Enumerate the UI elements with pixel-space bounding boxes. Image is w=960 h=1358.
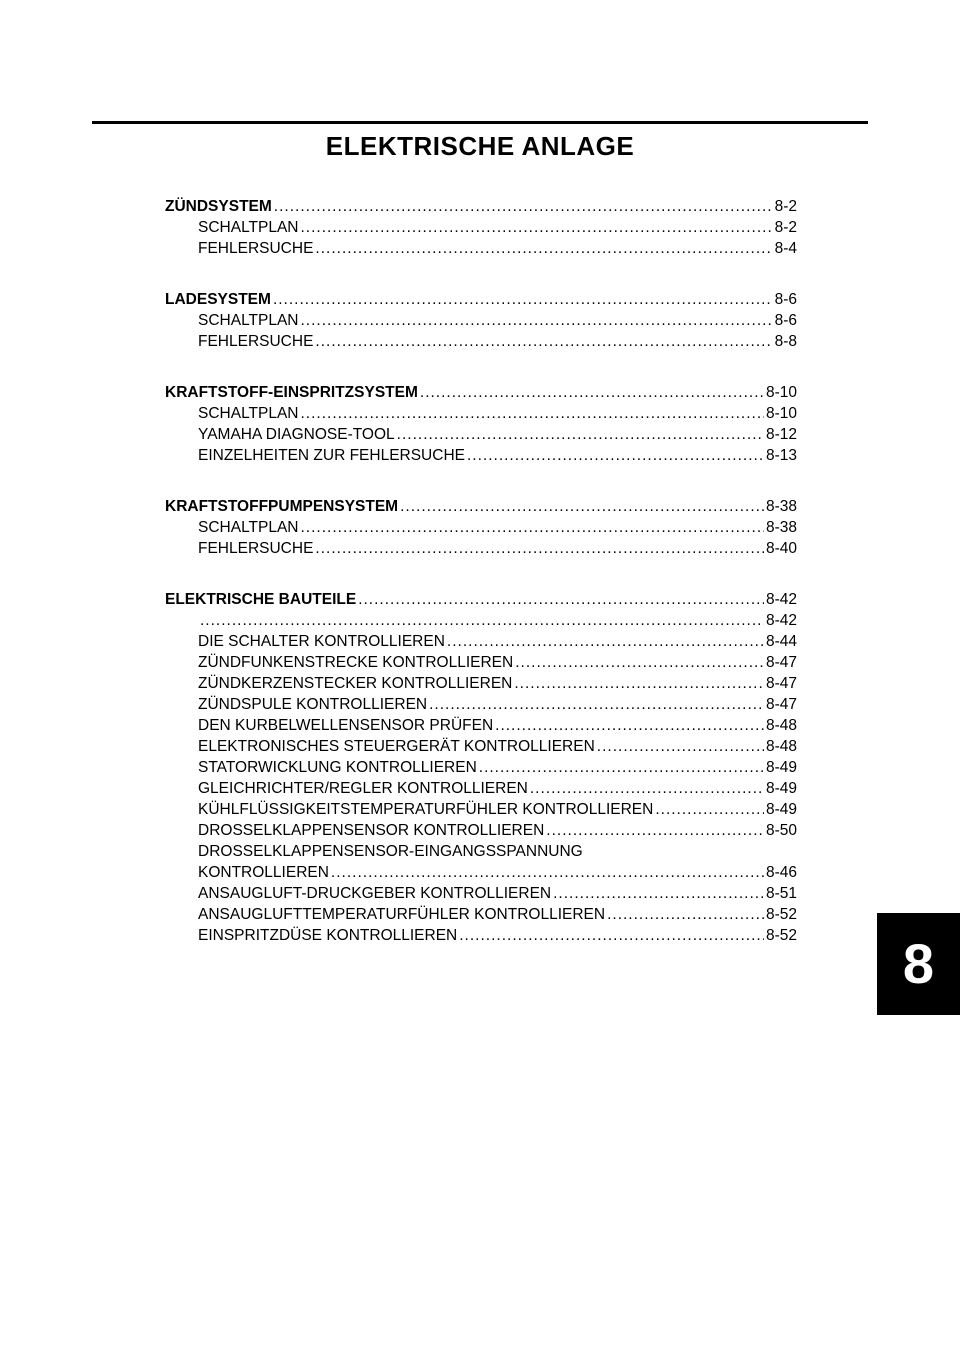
toc-entry-label: ZÜNDSYSTEM	[165, 198, 272, 215]
dot-leader	[301, 403, 764, 424]
toc-entry-label: KRAFTSTOFFPUMPENSYSTEM	[165, 498, 399, 515]
dot-leader	[315, 238, 772, 259]
toc-entry-page: 8-6	[774, 312, 797, 329]
toc-entry-label: SCHALTPLAN	[198, 312, 299, 329]
toc-entry-page: 8-10	[765, 405, 797, 422]
toc-entry-page: 8-48	[765, 738, 797, 755]
toc-section-heading[interactable]	[165, 496, 797, 517]
dot-leader	[479, 757, 764, 778]
toc-entry-page: 8-10	[765, 384, 797, 401]
toc-entry-label: LADESYSTEM	[165, 291, 271, 308]
toc-entry[interactable]	[165, 217, 797, 238]
dot-leader	[514, 673, 764, 694]
toc-entry-page: 8-8	[774, 333, 797, 350]
toc-entry-page: 8-40	[765, 540, 797, 557]
toc-entry[interactable]	[165, 736, 797, 757]
dot-leader	[515, 652, 764, 673]
toc-entry[interactable]	[165, 652, 797, 673]
toc-entry-label: EINZELHEITEN ZUR FEHLERSUCHE	[198, 447, 465, 464]
toc-entry-label: ZÜNDFUNKENSTRECKE KONTROLLIEREN	[198, 654, 514, 671]
chapter-tab: 8	[877, 913, 960, 1015]
dot-leader	[315, 331, 772, 352]
dot-leader	[331, 862, 764, 883]
toc-section-heading[interactable]	[165, 289, 797, 310]
dot-leader	[273, 289, 773, 310]
toc-entry-label: GLEICHRICHTER/REGLER KONTROLLIEREN	[198, 780, 528, 797]
toc-entry[interactable]	[165, 238, 797, 259]
toc-entry[interactable]	[165, 904, 797, 925]
dot-leader	[546, 820, 764, 841]
dot-leader	[607, 904, 764, 925]
toc-entry[interactable]	[165, 424, 797, 445]
toc-entry-label: SCHALTPLAN	[198, 219, 299, 236]
table-of-contents	[165, 196, 797, 976]
toc-entry[interactable]	[165, 841, 797, 862]
toc-entry[interactable]	[165, 310, 797, 331]
toc-entry-label: YAMAHA DIAGNOSE-TOOL	[198, 426, 395, 443]
toc-entry-page: 8-42	[765, 612, 797, 629]
toc-entry[interactable]	[165, 778, 797, 799]
toc-entry-page: 8-6	[774, 291, 797, 308]
toc-entry[interactable]	[165, 862, 797, 883]
dot-leader	[459, 925, 764, 946]
toc-section	[165, 382, 797, 466]
toc-entry-label: ELEKTRONISCHES STEUERGERÄT KONTROLLIEREN	[198, 738, 595, 755]
toc-entry[interactable]	[165, 757, 797, 778]
toc-entry-label: ZÜNDSPULE KONTROLLIEREN	[198, 696, 428, 713]
toc-entry-page: 8-13	[765, 447, 797, 464]
toc-entry[interactable]	[165, 715, 797, 736]
toc-entry-page: 8-52	[765, 927, 797, 944]
toc-entry[interactable]	[165, 538, 797, 559]
toc-entry-page: 8-47	[765, 696, 797, 713]
toc-entry-label: FEHLERSUCHE	[198, 240, 314, 257]
top-rule	[92, 121, 868, 124]
toc-entry[interactable]	[165, 799, 797, 820]
toc-entry-page: 8-49	[765, 759, 797, 776]
toc-entry-label: FEHLERSUCHE	[198, 540, 314, 557]
toc-entry-label: EINSPRITZDÜSE KONTROLLIEREN	[198, 927, 458, 944]
toc-entry-label: ZÜNDKERZENSTECKER KONTROLLIEREN	[198, 675, 513, 692]
toc-entry-label: SCHALTPLAN	[198, 519, 299, 536]
toc-entry-page: 8-4	[774, 240, 797, 257]
toc-entry[interactable]	[165, 631, 797, 652]
dot-leader	[397, 424, 764, 445]
toc-entry-page: 8-42	[765, 591, 797, 608]
toc-section-heading[interactable]	[165, 196, 797, 217]
toc-entry-label: KRAFTSTOFF-EINSPRITZSYSTEM	[165, 384, 418, 401]
dot-leader	[530, 778, 764, 799]
toc-entry[interactable]	[165, 820, 797, 841]
dot-leader	[597, 736, 764, 757]
dot-leader	[301, 310, 773, 331]
toc-entry[interactable]	[165, 610, 797, 631]
toc-entry-label: KÜHLFLÜSSIGKEITSTEMPERATURFÜHLER KONTROLLIEREN	[198, 801, 654, 818]
toc-entry-page: 8-38	[765, 498, 797, 515]
toc-entry[interactable]	[165, 883, 797, 904]
toc-entry-page: 8-2	[774, 198, 797, 215]
dot-leader	[495, 715, 764, 736]
toc-entry-page: 8-46	[765, 864, 797, 881]
toc-entry-page: 8-49	[765, 780, 797, 797]
dot-leader	[553, 883, 764, 904]
toc-section	[165, 496, 797, 559]
toc-entry-page: 8-51	[765, 885, 797, 902]
toc-entry-page: 8-48	[765, 717, 797, 734]
toc-entry[interactable]	[165, 694, 797, 715]
toc-entry[interactable]	[165, 673, 797, 694]
toc-section	[165, 289, 797, 352]
toc-entry-label: DROSSELKLAPPENSENSOR KONTROLLIEREN	[198, 822, 545, 839]
toc-section-heading[interactable]	[165, 382, 797, 403]
toc-entry-label: ANSAUGLUFTTEMPERATURFÜHLER KONTROLLIEREN	[198, 906, 606, 923]
page-title: ELEKTRISCHE ANLAGE	[325, 131, 635, 161]
toc-entry[interactable]	[165, 445, 797, 466]
toc-entry-page: 8-52	[765, 906, 797, 923]
toc-entry-page: 8-44	[765, 633, 797, 650]
toc-entry-page: 8-2	[774, 219, 797, 236]
dot-leader	[429, 694, 764, 715]
dot-leader	[274, 196, 773, 217]
toc-entry[interactable]	[165, 403, 797, 424]
dot-leader	[447, 631, 764, 652]
dot-leader	[200, 610, 764, 631]
toc-entry[interactable]	[165, 331, 797, 352]
toc-entry-label: STATORWICKLUNG KONTROLLIEREN	[198, 759, 477, 776]
toc-entry-page: 8-38	[765, 519, 797, 536]
dot-leader	[301, 217, 773, 238]
dot-leader	[467, 445, 764, 466]
toc-entry-label: KONTROLLIEREN	[198, 864, 329, 881]
toc-entry-page: 8-12	[765, 426, 797, 443]
toc-section-heading[interactable]	[165, 589, 797, 610]
toc-entry-label: DROSSELKLAPPENSENSOR-EINGANGSSPANNUNG	[198, 843, 583, 860]
dot-leader	[655, 799, 764, 820]
toc-entry[interactable]	[165, 925, 797, 946]
toc-entry-label: DEN KURBELWELLENSENSOR PRÜFEN	[198, 717, 494, 734]
toc-entry-page: 8-50	[765, 822, 797, 839]
toc-section	[165, 589, 797, 946]
dot-leader	[358, 589, 764, 610]
toc-section	[165, 196, 797, 259]
dot-leader	[301, 517, 764, 538]
toc-entry-label: SCHALTPLAN	[198, 405, 299, 422]
dot-leader	[315, 538, 764, 559]
toc-entry-page: 8-47	[765, 675, 797, 692]
toc-entry-page: 8-49	[765, 801, 797, 818]
toc-entry-page: 8-47	[765, 654, 797, 671]
toc-entry-label: ELEKTRISCHE BAUTEILE	[165, 591, 357, 608]
toc-entry-label: FEHLERSUCHE	[198, 333, 314, 350]
dot-leader	[400, 496, 764, 517]
toc-entry-label: ANSAUGLUFT-DRUCKGEBER KONTROLLIEREN	[198, 885, 552, 902]
toc-entry-label: DIE SCHALTER KONTROLLIEREN	[198, 633, 445, 650]
dot-leader	[420, 382, 764, 403]
toc-entry[interactable]	[165, 517, 797, 538]
